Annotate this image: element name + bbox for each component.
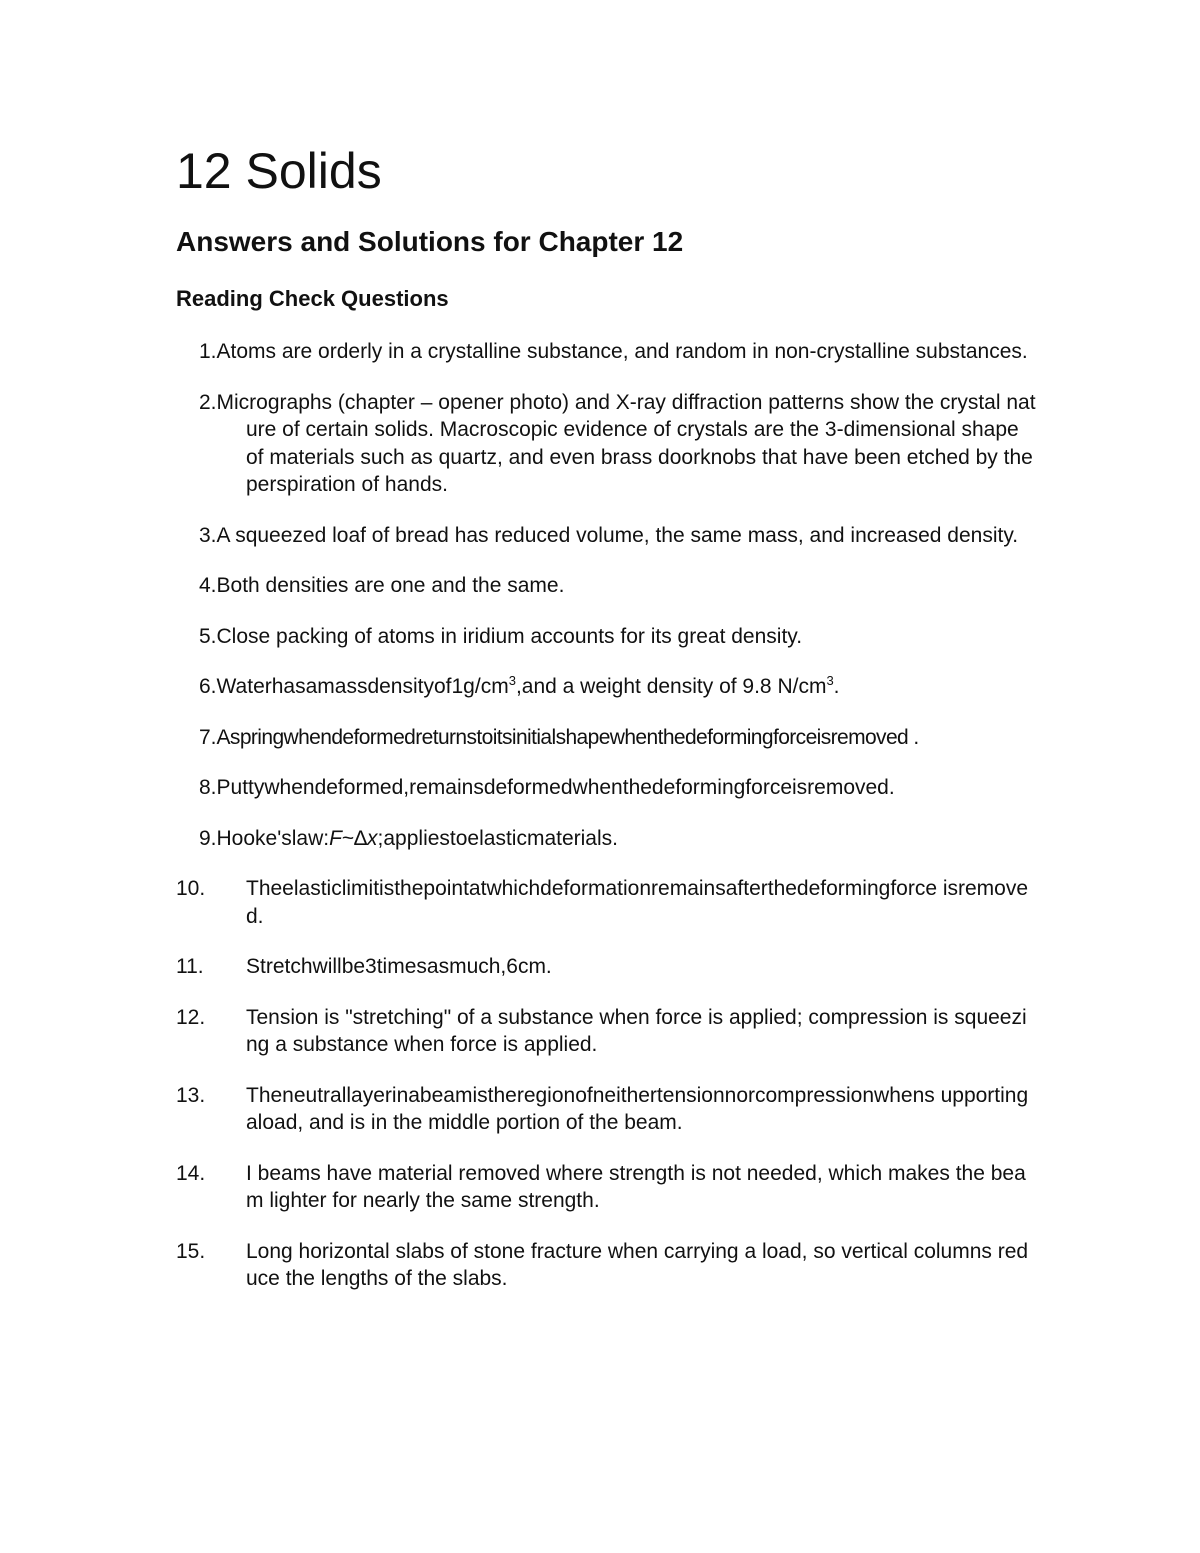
- answer-text-part: ~∆: [341, 826, 368, 850]
- answer-list: [176, 338, 1036, 1316]
- answer-item: [176, 724, 1036, 752]
- answer-item: [176, 623, 1036, 651]
- superscript: 3: [508, 673, 516, 688]
- answer-item: [176, 1082, 1036, 1137]
- answer-item: [176, 522, 1036, 550]
- answer-number: 9.: [199, 826, 217, 850]
- section-heading: Reading Check Questions: [176, 286, 449, 311]
- answer-text: Atoms are orderly in a crystalline substance, and random in non-crystalline substances.: [216, 340, 1028, 363]
- answer-number: 3.: [199, 523, 217, 547]
- answer-number: 11.: [176, 955, 204, 978]
- answer-text-part: Waterhasamassdensityof1g/cm: [216, 675, 509, 698]
- formula-variable: F: [329, 826, 342, 850]
- answer-text: [217, 675, 840, 698]
- answer-number: 10.: [176, 877, 206, 900]
- chapter-title: 12 Solids: [176, 143, 382, 199]
- superscript: 3: [826, 673, 834, 688]
- answer-number: 6.: [199, 675, 217, 698]
- answer-number: 13.: [176, 1083, 206, 1107]
- answer-number: 5.: [199, 624, 217, 648]
- answer-number: 4.: [199, 574, 217, 597]
- answer-text: Theneutrallayerinabeamistheregionofneithertensionnorcompressionwhens upportingaload, and is in the middle portion of the beam.: [246, 1083, 1029, 1134]
- answer-text-part: .: [833, 675, 840, 698]
- answer-text-part: Hooke'slaw:: [216, 826, 330, 850]
- answer-number: 7.: [199, 725, 217, 749]
- answer-text: Both densities are one and the same.: [216, 574, 565, 597]
- document-subtitle: Answers and Solutions for Chapter 12: [176, 226, 684, 257]
- answer-item: [176, 673, 1036, 701]
- answer-text: Tension is "stretching" of a substance when force is applied; compression is squeezing a substance when force is applied.: [246, 1005, 1027, 1056]
- answer-number: 14.: [176, 1161, 206, 1185]
- answer-text-part: ,and a weight density of 9.8 N/cm: [515, 675, 827, 698]
- answer-text: Close packing of atoms in iridium accounts for its great density.: [216, 624, 803, 648]
- answer-item: [176, 1238, 1036, 1293]
- answer-text: Stretchwillbe3timesasmuch,6cm.: [246, 955, 552, 978]
- answer-number: 1.: [199, 340, 217, 363]
- answer-item: [176, 875, 1036, 930]
- answer-text: A squeezed loaf of bread has reduced volume, the same mass, and increased density.: [216, 523, 1019, 547]
- answer-item: [176, 1004, 1036, 1059]
- answer-text: Micrographs (chapter – opener photo) and X-ray diffraction patterns show the crystal nature of certain solids. Macroscopic evidence of crystals are the 3-dimensional shape of materials such as quartz, and even brass doorknobs that have been etched by the perspiration of hands.: [216, 390, 1036, 496]
- answer-item: [176, 774, 1036, 802]
- answer-item: [176, 1160, 1036, 1215]
- answer-text: [217, 827, 618, 850]
- answer-number: 12.: [176, 1005, 206, 1029]
- answer-number: 2.: [199, 390, 217, 414]
- answer-item: [176, 825, 1036, 853]
- answer-text: Aspringwhendeformedreturnstoitsinitialshapewhenthedeformingforceisremoved .: [216, 725, 919, 749]
- answer-item: [176, 338, 1036, 366]
- answer-text: Puttywhendeformed,remainsdeformedwhenthedeformingforceisremoved.: [216, 776, 895, 799]
- answer-item: [176, 389, 1036, 499]
- answer-text: I beams have material removed where strength is not needed, which makes the beam lighter for nearly the same strength.: [246, 1161, 1026, 1212]
- answer-text: Long horizontal slabs of stone fracture when carrying a load, so vertical columns reduce the lengths of the slabs.: [246, 1239, 1029, 1290]
- answer-text: Theelasticlimitisthepointatwhichdeformationremainsafterthedeformingforce isremoved.: [246, 877, 1029, 928]
- formula-variable: x: [367, 826, 378, 850]
- answer-item: [176, 953, 1036, 981]
- answer-number: 15.: [176, 1239, 206, 1263]
- answer-item: [176, 572, 1036, 600]
- answer-number: 8.: [199, 776, 217, 799]
- answer-text-part: ;appliestoelasticmaterials.: [377, 826, 618, 850]
